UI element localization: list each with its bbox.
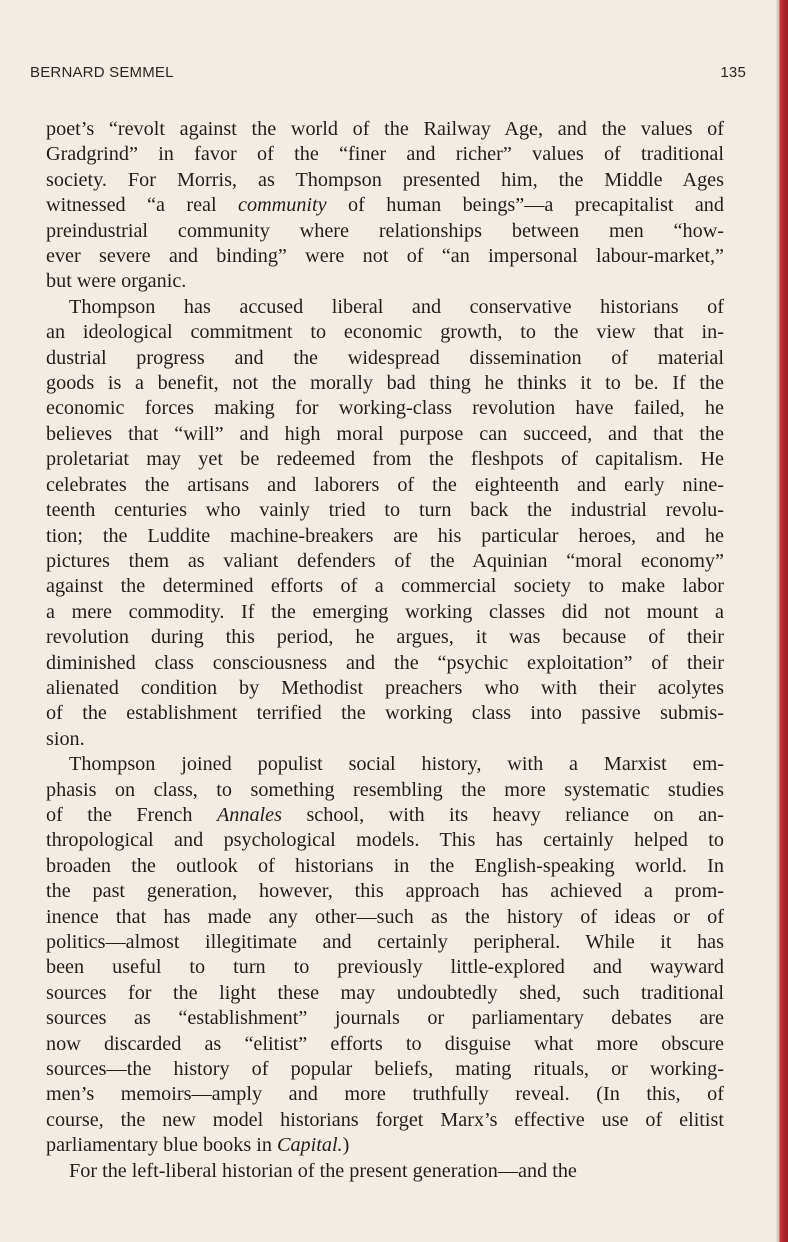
text-line: an ideological commitment to economic growth, to the view that in-: [46, 321, 724, 344]
text-line: diminished class consciousness and the “psychic exploitation” of their: [46, 651, 724, 674]
text-line: society. For Morris, as Thompson presented him, the Middle Ages: [46, 168, 724, 191]
text-line: Gradgrind” in favor of the “finer and richer” values of traditional: [46, 143, 724, 166]
running-head-author: BERNARD SEMMEL: [30, 64, 174, 81]
book-edge-binding: [776, 0, 788, 1242]
text-line: now discarded as “elitist” efforts to disguise what more obscure: [46, 1032, 724, 1055]
text-line: of the French Annales school, with its heavy reliance on an-: [46, 803, 724, 826]
running-head: [30, 64, 746, 86]
text-line: ever severe and binding” were not of “an impersonal labour-market,”: [46, 245, 724, 268]
paragraph-start-line: Thompson has accused liberal and conservative historians of: [69, 295, 724, 318]
text-line: dustrial progress and the widespread dissemination of material: [46, 346, 724, 369]
text-line: sources—the history of popular beliefs, mating rituals, or working-: [46, 1058, 724, 1081]
italic-term-annales: Annales: [216, 803, 282, 826]
text-line: pictures them as valiant defenders of the Aquinian “moral economy”: [46, 549, 724, 572]
italic-title-capital: Capital.: [276, 1134, 343, 1157]
text-line: a mere commodity. If the emerging working classes did not mount a: [46, 600, 724, 623]
text-line: celebrates the artisans and laborers of the eighteenth and early nine-: [46, 473, 724, 496]
text-line: poet’s “revolt against the world of the Railway Age, and the values of: [46, 118, 724, 140]
text-line: sources for the light these may undoubtedly shed, such traditional: [46, 981, 724, 1004]
page-number: 135: [720, 64, 746, 81]
paragraph-end-line: parliamentary blue books in Capital.): [46, 1134, 350, 1157]
paragraph-end-line: sion.: [46, 727, 85, 750]
text-line: tion; the Luddite machine-breakers are his particular heroes, and he: [46, 524, 724, 547]
text-line: believes that “will” and high moral purpose can succeed, and that the: [46, 422, 724, 445]
text-line: witnessed “a real community of human beings”—a precapitalist and: [46, 194, 724, 217]
text-line: teenth centuries who vainly tried to turn back the industrial revolu-: [46, 499, 724, 522]
paragraph-start-line: For the left-liberal historian of the present generation—and the: [69, 1159, 577, 1182]
text-line: of the establishment terrified the working class into passive submis-: [46, 702, 724, 725]
text-line: alienated condition by Methodist preachers who with their acolytes: [46, 676, 724, 699]
text-line: revolution during this period, he argues, it was because of their: [46, 626, 724, 649]
text-line: economic forces making for working-class revolution have failed, he: [46, 397, 724, 420]
text-line: inence that has made any other—such as the history of ideas or of: [46, 905, 724, 928]
text-line: the past generation, however, this approach has achieved a prom-: [46, 880, 724, 903]
text-line: broaden the outlook of historians in the English-speaking world. In: [46, 854, 724, 877]
paragraph-end-line: but were organic.: [46, 270, 187, 293]
italic-term-community: community: [238, 194, 327, 217]
text-line: proletariat may yet be redeemed from the fleshpots of capitalism. He: [46, 448, 724, 471]
text-line: men’s memoirs—amply and more truthfully reveal. (In this, of: [46, 1083, 724, 1106]
text-line: been useful to turn to previously little-explored and wayward: [46, 956, 724, 979]
text-line: preindustrial community where relationships between men “how-: [46, 219, 724, 242]
text-line: course, the new model historians forget Marx’s effective use of elitist: [46, 1108, 724, 1131]
text-line: sources as “establishment” journals or parliamentary debates are: [46, 1007, 724, 1030]
text-line: goods is a benefit, not the morally bad thing he thinks it to be. If the: [46, 372, 724, 395]
text-line: thropological and psychological models. This has certainly helped to: [46, 829, 724, 852]
text-line: phasis on class, to something resembling the more systematic studies: [46, 778, 724, 801]
paragraph-start-line: Thompson joined populist social history, with a Marxist em-: [69, 753, 724, 776]
body-text: [46, 117, 724, 1184]
text-line: against the determined efforts of a commercial society to make labor: [46, 575, 724, 598]
text-line: politics—almost illegitimate and certainly peripheral. While it has: [46, 931, 724, 953]
